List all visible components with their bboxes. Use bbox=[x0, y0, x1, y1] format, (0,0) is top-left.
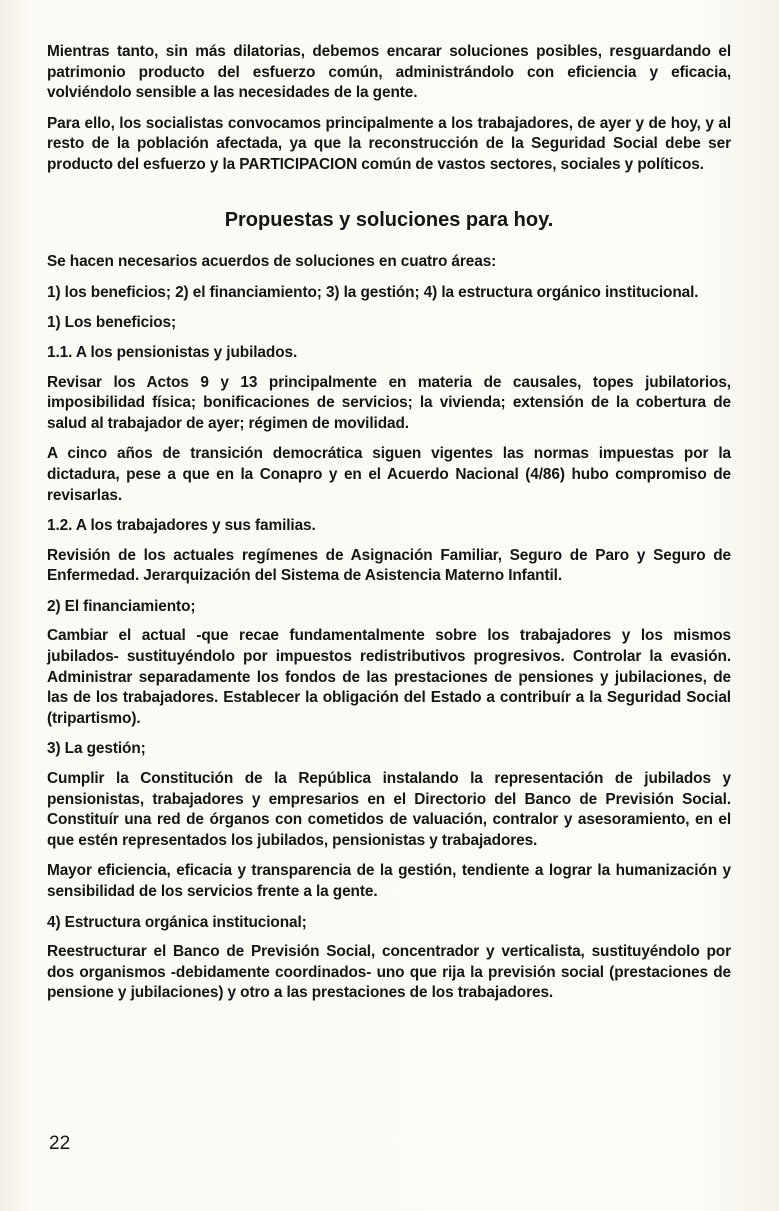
financiamiento-paragraph: Cambiar el actual -que recae fundamentalmente sobre los trabajadores y los mismos jubilados- sustituyéndolo por impuestos redistributivos progresivos. Controlar la evasión. Administrar separadamente los fondos de las prestaciones de pensiones y jubilaciones, de las de los trabajadores. Establecer la obligación del Estado a contribuír a la Seguridad Social (tripartismo). bbox=[47, 627, 731, 727]
paragraph-participation: Para ello, los socialistas convocamos principalmente a los trabajadores, de ayer y de hoy, y al resto de la población afectada, ya que la reconstrucción de la Seguridad Social debe ser producto del esfuerzo y la PARTICIPACION común de vastos sectores, sociales y políticos. bbox=[47, 114, 731, 173]
estructura-paragraph: Reestructurar el Banco de Previsión Social, concentrador y verticalista, sustituyéndolo por dos organismos -debidamente coordinados- uno que rija la previsión social (prestaciones de pensione y jubilaciones) y otro a las prestaciones de los trabajadores. bbox=[47, 943, 731, 1002]
gestion-title: 3) La gestión; bbox=[47, 740, 146, 758]
pensionistas-title: 1.1. A los pensionistas y jubilados. bbox=[47, 343, 298, 361]
pensionistas-paragraph-2: A cinco años de transición democrática siguen vigentes las normas impuestas por la dictadura, pese a que en la Conapro y en el Acuerdo Nacional (4/86) hubo compromiso de revisarlas. bbox=[47, 445, 731, 504]
areas-intro: Se hacen necesarios acuerdos de soluciones en cuatro áreas: bbox=[47, 253, 497, 271]
estructura-title: 4) Estructura orgánica institucional; bbox=[47, 913, 307, 931]
trabajadores-title: 1.2. A los trabajadores y sus familias. bbox=[47, 517, 316, 535]
areas-list: 1) los beneficios; 2) el financiamiento; 3) la gestión; 4) la estructura orgánico institucional. bbox=[47, 283, 699, 301]
beneficios-title: 1) Los beneficios; bbox=[47, 314, 177, 332]
paragraph-intro: Mientras tanto, sin más dilatorias, debemos encarar soluciones posibles, resguardando el patrimonio producto del esfuerzo común, administrándolo con eficiencia y eficacia, volviéndolo sensible a las necesidades de la gente. bbox=[47, 43, 731, 102]
page-body bbox=[47, 42, 731, 1014]
gestion-paragraph-1: Cumplir la Constitución de la República instalando la representación de jubilados y pensionistas, trabajadores y empresarios en el Directorio del Banco de Previsión Social. Constituír una red de órganos con cometidos de valuación, contralor y asesoramiento, en el que estén representados los jubilados, pensionistas y trabajadores. bbox=[47, 770, 731, 849]
page-number: 22 bbox=[49, 1133, 71, 1154]
section-heading: Propuestas y soluciones para hoy. bbox=[224, 208, 554, 231]
financiamiento-title: 2) El financiamiento; bbox=[47, 597, 196, 615]
pensionistas-paragraph-1: Revisar los Actos 9 y 13 principalmente en materia de causales, topes jubilatorios, imposibilidad física; bonificaciones de servicios; la vivienda; extensión de la cobertura de salud al trabajador de ayer; régimen de movilidad. bbox=[47, 373, 731, 432]
gestion-paragraph-2: Mayor eficiencia, eficacia y transparencia de la gestión, tendiente a lograr la humanización y sensibilidad de los servicios frente a la gente. bbox=[47, 862, 731, 900]
trabajadores-paragraph: Revisión de los actuales regímenes de Asignación Familiar, Seguro de Paro y Seguro de Enfermedad. Jerarquización del Sistema de Asistencia Materno Infantil. bbox=[47, 546, 731, 585]
